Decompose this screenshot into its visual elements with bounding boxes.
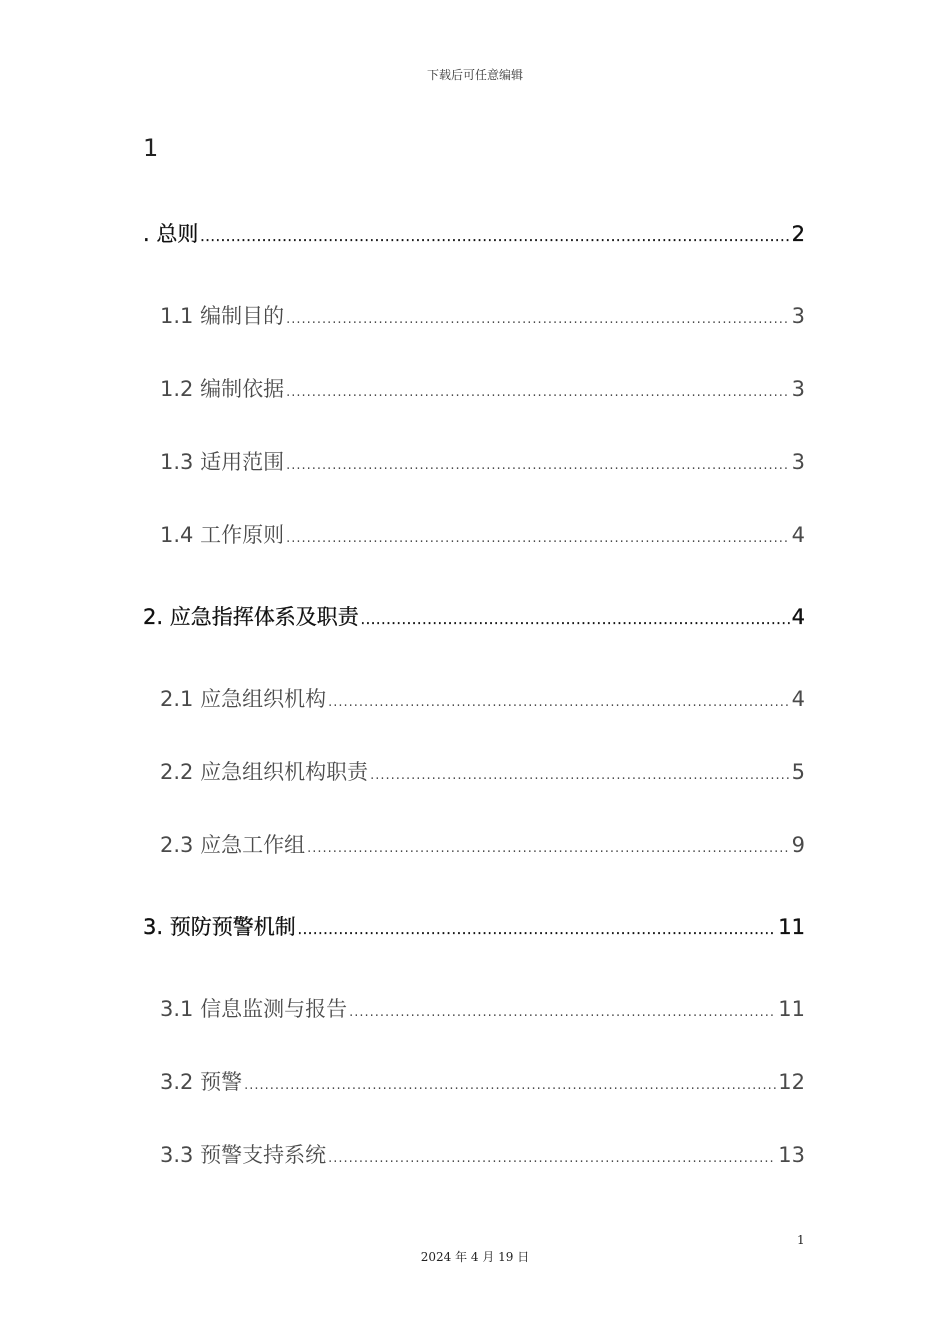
toc-leader-dots bbox=[286, 458, 790, 473]
toc-entry-title: 1.2 编制依据 bbox=[160, 377, 285, 401]
toc-leader-dots bbox=[328, 695, 790, 710]
toc-entry-page: 3 bbox=[791, 450, 805, 474]
toc-entry-2-1[interactable] bbox=[160, 683, 805, 713]
toc-entry-2[interactable] bbox=[143, 601, 805, 631]
toc-leader-dots bbox=[286, 531, 790, 546]
toc-entry-title: 3.1 信息监测与报告 bbox=[160, 997, 348, 1021]
toc-entry-2-3[interactable] bbox=[160, 829, 805, 859]
toc-entry-title: 3.2 预警 bbox=[160, 1070, 243, 1094]
toc-entry-page: 9 bbox=[791, 833, 805, 857]
toc-leader-dots bbox=[200, 230, 789, 245]
toc-entry-2-2[interactable] bbox=[160, 756, 805, 786]
toc-entry-page: 4 bbox=[791, 605, 805, 629]
toc-entry-title: 1.4 工作原则 bbox=[160, 523, 285, 547]
toc-entry-page: 4 bbox=[791, 687, 805, 711]
toc-entry-general[interactable] bbox=[143, 218, 805, 248]
toc-entry-title: 3.3 预警支持系统 bbox=[160, 1143, 327, 1167]
toc-leader-dots bbox=[361, 613, 790, 628]
toc-entry-page: 5 bbox=[791, 760, 805, 784]
toc-entry-1-4[interactable] bbox=[160, 519, 805, 549]
page-number: 1 bbox=[797, 1233, 805, 1247]
toc-entry-3-2[interactable] bbox=[160, 1066, 805, 1096]
toc-entry-1-3[interactable] bbox=[160, 446, 805, 476]
toc-entry-1-2[interactable] bbox=[160, 373, 805, 403]
toc-entry-page: 13 bbox=[778, 1143, 805, 1167]
toc-entry-3-1[interactable] bbox=[160, 993, 805, 1023]
toc-entry-title: 3. 预防预警机制 bbox=[143, 915, 296, 939]
toc-entry-title: 1.3 适用范围 bbox=[160, 450, 285, 474]
page-header: 下载后可任意编辑 bbox=[426, 68, 523, 82]
toc-leader-dots bbox=[370, 768, 790, 783]
toc-entry-title: 2.3 应急工作组 bbox=[160, 833, 306, 857]
toc-leader-dots bbox=[286, 385, 790, 400]
toc-entry-title: 2. 应急指挥体系及职责 bbox=[143, 605, 359, 629]
toc-entry-page: 12 bbox=[778, 1070, 805, 1094]
toc-entry-title: . 总则 bbox=[143, 222, 199, 246]
page-footer-date: 2024 年 4 月 19 日 bbox=[420, 1250, 530, 1264]
toc-entry-title: 2.1 应急组织机构 bbox=[160, 687, 327, 711]
toc-entry-3[interactable] bbox=[143, 911, 805, 941]
toc-leader-dots bbox=[286, 312, 790, 327]
toc-entry-page: 3 bbox=[791, 304, 805, 328]
toc-leader-dots bbox=[244, 1078, 776, 1093]
toc-entry-title: 2.2 应急组织机构职责 bbox=[160, 760, 369, 784]
document-number: 1 bbox=[143, 134, 159, 162]
toc-leader-dots bbox=[349, 1005, 776, 1020]
toc-entry-3-3[interactable] bbox=[160, 1139, 805, 1169]
toc-leader-dots bbox=[298, 923, 777, 938]
toc-entry-page: 11 bbox=[778, 915, 805, 939]
toc-leader-dots bbox=[307, 841, 790, 856]
toc-entry-page: 11 bbox=[778, 997, 805, 1021]
toc-entry-page: 2 bbox=[791, 222, 805, 246]
toc-entry-page: 3 bbox=[791, 377, 805, 401]
toc-entry-page: 4 bbox=[791, 523, 805, 547]
toc-entry-title: 1.1 编制目的 bbox=[160, 304, 285, 328]
toc-leader-dots bbox=[328, 1151, 776, 1166]
toc-entry-1-1[interactable] bbox=[160, 300, 805, 330]
